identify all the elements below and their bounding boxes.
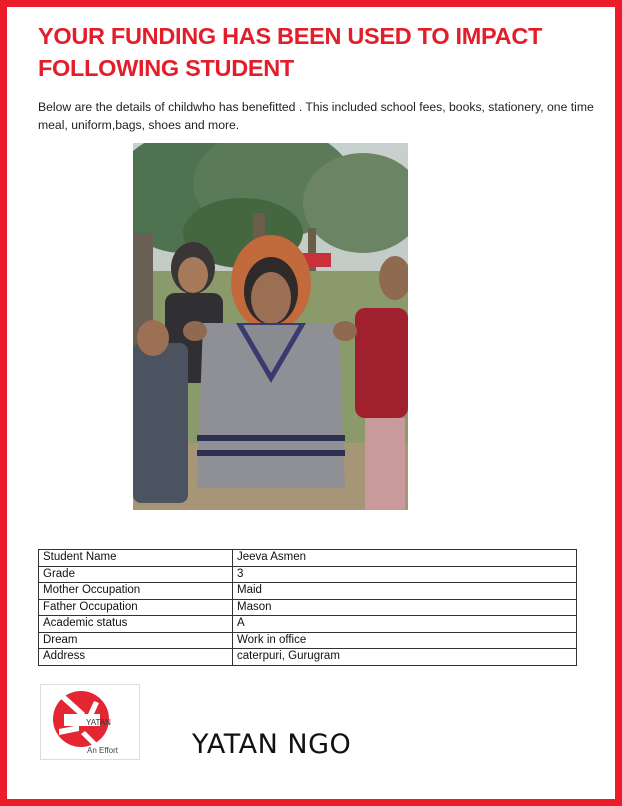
detail-label: Grade [39, 566, 233, 583]
title-line-1: YOUR FUNDING HAS BEEN USED TO IMPACT [38, 23, 543, 49]
table-row [39, 616, 577, 633]
table-row [39, 566, 577, 583]
detail-value: Maid [233, 583, 577, 600]
detail-label: Address [39, 649, 233, 666]
detail-label: Father Occupation [39, 599, 233, 616]
detail-value: Mason [233, 599, 577, 616]
detail-value: 3 [233, 566, 577, 583]
student-details-table [38, 549, 577, 666]
intro-paragraph: Below are the details of childwho has benefitted . This included school fees, books, stationery, one time meal, uniform,bags, shoes and more. [38, 100, 594, 132]
table-row [39, 599, 577, 616]
detail-value: caterpuri, Gurugram [233, 649, 577, 666]
detail-label: Mother Occupation [39, 583, 233, 600]
page-title [38, 20, 598, 84]
title-line-2: FOLLOWING STUDENT [38, 55, 294, 81]
student-photo [133, 143, 408, 510]
yatan-logo [40, 684, 140, 760]
table-row [39, 649, 577, 666]
detail-value: Jeeva Asmen [233, 550, 577, 567]
organization-name: YATAN NGO [192, 729, 352, 760]
logo-tagline: An Effort [87, 746, 118, 755]
detail-value: Work in office [233, 632, 577, 649]
table-row [39, 632, 577, 649]
detail-label: Student Name [39, 550, 233, 567]
detail-label: Academic status [39, 616, 233, 633]
table-row [39, 550, 577, 567]
detail-label: Dream [39, 632, 233, 649]
detail-value: A [233, 616, 577, 633]
logo-brand-text: YATAN [86, 718, 111, 727]
table-row [39, 583, 577, 600]
